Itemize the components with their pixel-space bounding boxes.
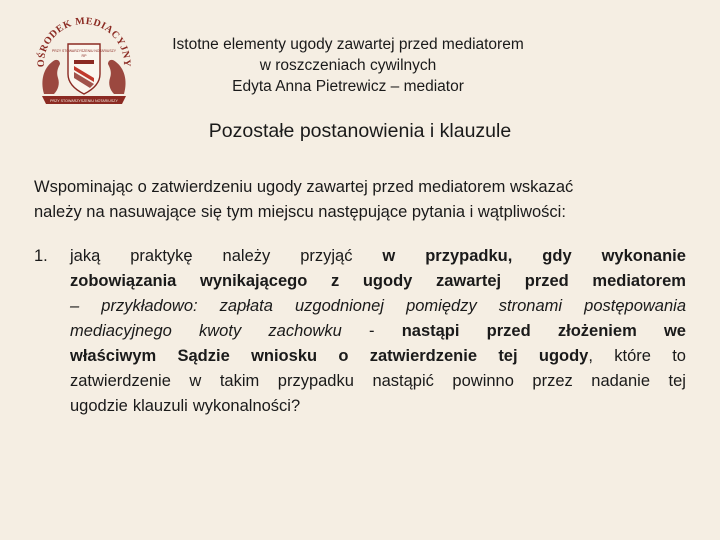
word: ugody	[362, 272, 413, 290]
word: Sądzie	[177, 347, 230, 365]
word: takim	[219, 372, 260, 390]
word: zachowku	[268, 322, 342, 340]
word: zawartej	[435, 272, 502, 290]
item-line-4	[70, 319, 686, 344]
word: stronami	[498, 297, 563, 315]
word: w	[189, 372, 202, 390]
item-line-6	[70, 369, 686, 394]
word: zobowiązania	[70, 272, 177, 290]
word: pomiędzy	[406, 297, 477, 315]
list-item-number: 1.	[34, 247, 48, 265]
word: zatwierdzenie	[70, 372, 171, 390]
word: jaką	[70, 247, 101, 265]
word: nastąpi	[401, 322, 460, 340]
word: mediacyjnego	[70, 322, 172, 340]
word: złożeniem	[557, 322, 637, 340]
word: ugodzie	[70, 397, 128, 415]
word: przed	[486, 322, 531, 340]
word: uzgodnionej	[294, 297, 384, 315]
word: wniosku	[251, 347, 318, 365]
word: przez	[532, 372, 573, 390]
word: wykonanie	[601, 247, 686, 265]
word: przyjąć	[300, 247, 353, 265]
item-line-2	[70, 269, 686, 294]
word: –	[70, 297, 80, 315]
word: mediatorem	[592, 272, 686, 290]
word: we	[663, 322, 686, 340]
item-line-7	[70, 394, 686, 419]
word: -	[368, 322, 375, 340]
word: zapłata	[219, 297, 273, 315]
word: nastąpić	[372, 372, 434, 390]
word: ugody,	[538, 347, 593, 365]
header-line-3: Edyta Anna Pietrewicz – mediator	[232, 78, 464, 95]
word: należy	[222, 247, 271, 265]
word: klauzuli	[132, 397, 188, 415]
word: nadanie	[591, 372, 651, 390]
presentation-header	[150, 34, 546, 97]
header-line-2: w roszczeniach cywilnych	[259, 57, 437, 74]
word: które	[614, 347, 651, 365]
mediation-center-logo	[30, 8, 138, 108]
logo-emblem	[30, 8, 138, 108]
word: właściwym	[70, 347, 157, 365]
intro-line-1: Wspominając o zatwierdzeniu ugody zawartej przed mediatorem wskazać	[34, 178, 574, 196]
intro-line-2: należy na nasuwające się tym miejscu następujące pytania i wątpliwości:	[34, 203, 566, 221]
logo-arc-text: OŚRODEK MEDIACYJNY	[35, 15, 133, 68]
logo-bottom-text: PRZY STOWARZYSZENIU NOTARIUSZY	[50, 99, 118, 103]
item-line-1	[70, 244, 686, 269]
word: praktykę	[130, 247, 193, 265]
word: przypadku,	[425, 247, 513, 265]
word: przed	[524, 272, 569, 290]
logo-sub-text: RP	[81, 54, 87, 58]
word: o	[338, 347, 349, 365]
word: przypadku	[277, 372, 354, 390]
word: wynikającego	[200, 272, 308, 290]
word: to	[672, 347, 686, 365]
word: w	[382, 247, 396, 265]
word: z	[330, 272, 340, 290]
word: kwoty	[199, 322, 242, 340]
word: wykonalności?	[192, 397, 301, 415]
intro-paragraph	[34, 175, 686, 225]
word-bold-part: ugody	[538, 347, 589, 365]
word: powinno	[452, 372, 514, 390]
header-line-1: Istotne elementy ugody zawartej przed mediatorem	[172, 36, 524, 53]
word: tej	[668, 372, 686, 390]
section-title: Pozostałe postanowienia i klauzule	[208, 120, 512, 142]
item-line-5	[70, 344, 686, 369]
logo-mid-text: PRZY STOWARZYSZENIU NOTARIUSZY	[52, 49, 116, 53]
word: gdy	[542, 247, 572, 265]
word: przykładowo:	[101, 297, 198, 315]
word: zatwierdzenie	[369, 347, 478, 365]
word: postępowania	[584, 297, 686, 315]
word: tej	[498, 347, 518, 365]
list-item-text	[70, 244, 686, 419]
item-line-3	[70, 294, 686, 319]
